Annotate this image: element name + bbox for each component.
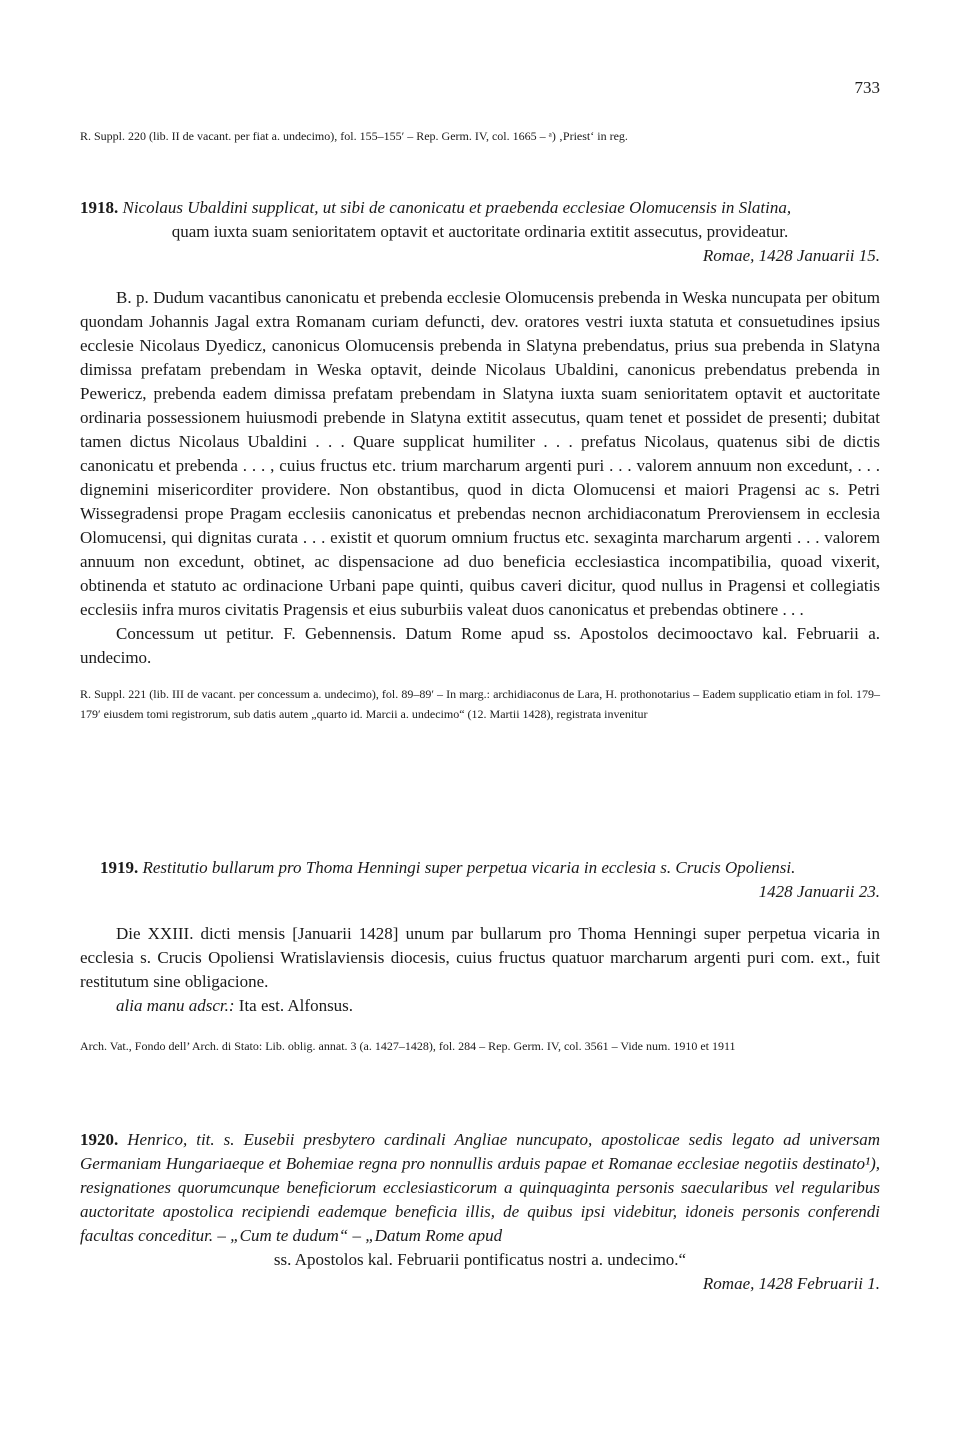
entry-1920-heading [80,1128,880,1248]
italic-note: alia manu adscr.: [116,996,235,1015]
entry-date: Romae, 1428 Februarii 1. [702,1274,880,1293]
page-number: 733 [854,78,880,97]
body-paragraph: Die XXIII. dicti mensis [Januarii 1428] unum par bullarum pro Thoma Henningi super perpetua vicaria in ecclesia s. Crucis Opoliensi Wratislaviensis diocesis, cuius fructus quatuor marcharum argenti puri com. ext., fuit restitutum sine obligacione. [80,924,880,991]
entry-1919 [80,856,880,1056]
entry-body [80,922,880,1018]
entry-title: Henrico, tit. s. Eusebii presbytero cardinali Angliae nuncupato, apostolicae sedis legato ad universam Germaniam Hungariaeque et Bohemiae regna pro nonnullis arduis papae et Romanae ecclesiae negotiis destinato¹), resignationes quorumcunque beneficiorum ecclesiasticorum a quinquaginta personis saecularibus vel regularibus auctoritate apostolica recipiendi eademque beneficia illis, de quibus ipsi videbitur, idoneis personis conferendi facultas conceditur. – „Cum te dudum“ – „Datum Rome apud [80,1130,881,1245]
entry-note [80,1036,880,1056]
entry-date: 1428 Januarii 23. [758,882,880,901]
body-paragraph: B. p. Dudum vacantibus canonicatu et prebenda ecclesie Olomucensis prebenda in Weska nuncupata per obitum quondam Johannis Jagal extra Romanam curiam defuncti, dev. oratores vestri iuxta statuta et consuetudines ipsius ecclesie Nicolaus Dyedicz, canonicus Olomucensis prebenda in Slatyna prebendatus, prius sua prebenda in Slatyna dimissa prefatam prebendam in Weska optavit, deinde Nicolaus Ubaldini, canonicus prebendatus prebenda in Pewericz, prebenda eadem dimissa prefatam prebendam in Slatyna iuxta suam senioritatem optavit et auctoritate ordinaria possessionem huiusmodi prebende in Slatyna extitit assecutus, quam tenet et possidet de presenti; dubitat tamen dictus Nicolaus Ubaldini . . . Quare supplicat humiliter . . . prefatus Nicolaus, quatenus sibi de dictis canonicatu et prebenda . . . , cuius fructus etc. trium marcharum argenti puri . . . valorem annuum non excedunt, . . . dignemini misericorditer providere. Non obstantibus, quod in dicta Olomucensi et maiori Pragensi ac s. Petri Wissegradensi prope Pragam ecclesiis canonicatus et prebendas necnon archidiaconatum Preroviensem in ecclesia Olomucensi, qui dignitas curata . . . existit et quorum omnium fructus etc. sexaginta marcharum argenti . . . valorem annuum non excedunt, obtinet, ac dispensacione ad duo beneficia ecclesiastica incompatibilia, quoad vixerit, obtinenda et statuto ac ordinacione Urbani pape quinti, quibus caveri dicitur, quod nullus in Pragensi et collegiatis ecclesiis infra muros civitatis Pragensis et eius suburbiis valeat duos canonicatus et prebendas obtinere . . . [80,288,880,619]
signature-text: Ita est. Alfonsus. [234,996,354,1015]
body-paragraph [80,994,880,1018]
entry-title: Nicolaus Ubaldini supplicat, ut sibi de canonicatu et praebenda ecclesiae Olomucensis in Slatina, [122,198,792,217]
note-text: R. Suppl. 221 (lib. III de vacant. per concessum a. undecimo), fol. 89–89′ – In marg.: archidiaconus de Lara, H. prothonotarius – Eadem supplicatio etiam in fol. 179–179′ eiusdem tomi registrorum, sub datis autem „quarto id. Marcii a. undecimo“ (12. Martii 1428), registrata invenitur [80,687,880,721]
entry-note [80,684,880,724]
entry-number: 1920. [80,1130,119,1149]
note-previous-entry [80,126,880,146]
note-text: Arch. Vat., Fondo dell’ Arch. di Stato: Lib. oblig. annat. 3 (a. 1427–1428), fol. 284 – Rep. Germ. IV, col. 3561 – Vide num. 1910 et 1911 [80,1039,736,1053]
body-paragraph: Concessum ut petitur. F. Gebennensis. Datum Rome apud ss. Apostolos decimooctavo kal. Februarii a. undecimo. [80,624,880,667]
note-text: R. Suppl. 220 (lib. II de vacant. per fiat a. undecimo), fol. 155–155′ – Rep. Germ. IV, col. 1665 – ᵃ) ‚Priest‘ in reg. [80,129,628,143]
entry-1918 [80,196,880,724]
entry-number: 1919. [100,858,139,877]
entry-title: Restitutio bullarum pro Thoma Henningi super perpetua vicaria in ecclesia s. Crucis Opoliensi. [142,858,796,877]
entry-1918-heading [80,196,880,220]
entry-title-cont: quam iuxta suam senioritatem optavit et auctoritate ordinaria extitit assecutus, provideatur. [171,222,789,241]
entry-number: 1918. [80,198,119,217]
entry-1920 [80,1128,880,1296]
entry-1919-heading [80,856,880,880]
entry-date: Romae, 1428 Januarii 15. [702,246,880,265]
entry-title-cont: ss. Apostolos kal. Februarii pontificatus nostri a. undecimo.“ [273,1250,687,1269]
entry-body [80,286,880,670]
